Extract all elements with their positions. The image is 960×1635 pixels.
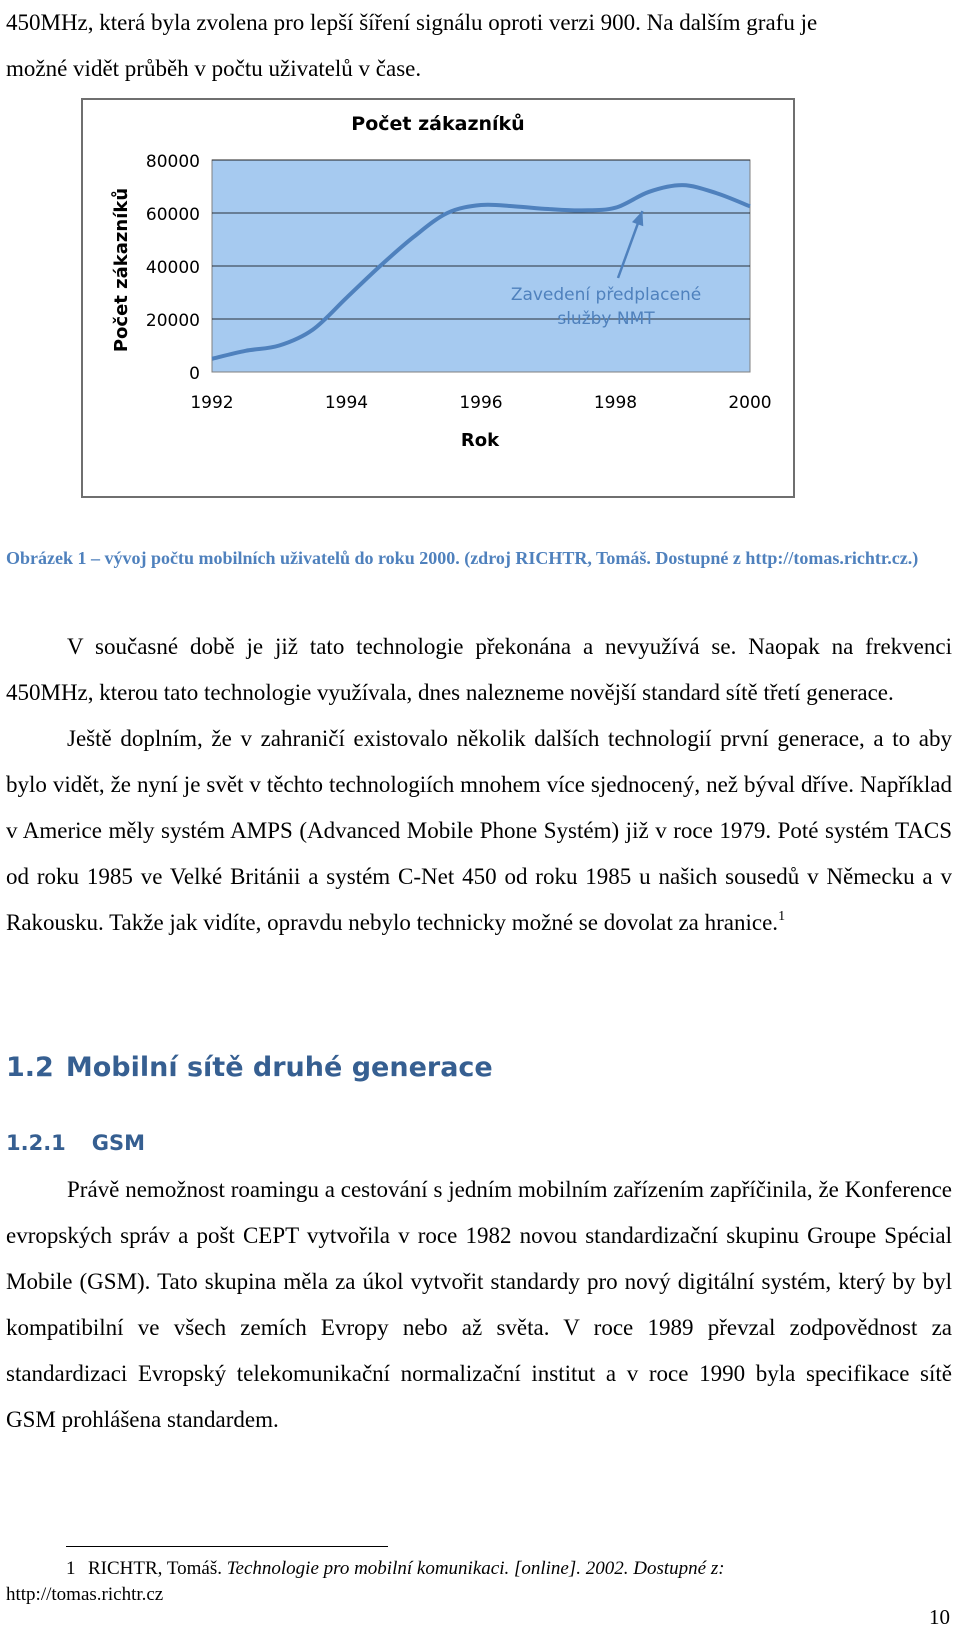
subsection-heading-gsm [6, 1131, 145, 1155]
chart-title: Počet zákazníků [351, 113, 525, 135]
x-tick-label: 1998 [593, 393, 638, 413]
footnote-separator [66, 1546, 388, 1547]
intro-line-1: 450MHz, která byla zvolena pro lepší šíření signálu oproti verzi 900. Na dalším grafu je [6, 10, 818, 35]
x-tick-label: 2000 [728, 393, 772, 413]
footnote-reference[interactable]: 1 [778, 909, 786, 924]
x-tick-label: 1994 [324, 393, 369, 413]
x-tick-label: 1992 [190, 393, 234, 413]
figure-chart [81, 98, 795, 498]
y-tick-label: 40000 [145, 258, 200, 278]
x-tick-label: 1996 [459, 393, 503, 413]
annotation-line-2: služby NMT [557, 309, 655, 329]
paragraph-foreign-systems-text: Ještě doplním, že v zahraničí existovalo několik dalších technologií první generace, a to aby bylo vidět, že nyní je svět v těchto technologiích mnohem více sjednocený, než býval dříve. Například v Americe měly systém AMPS (Advanced Mobile Phone Systém) již v roce 1979. Poté systém TACS od roku 1985 ve Velké Británii a systém C-Net 450 od roku 1985 u našich sousedů v Německu a v Rakousku. Takže jak vidíte, opravdu nebylo technicky možné se dovolat za hranice. [6, 726, 952, 935]
section-title: Mobilní sítě druhé generace [65, 1052, 493, 1083]
paragraph-current-state: V současné době je již tato technologie překonána a nevyužívá se. Naopak na frekvenci 450MHz, kterou tato technologie využívala, dnes nalezneme novější standard sítě třetí generace. [6, 634, 952, 705]
x-axis-label: Rok [460, 430, 500, 451]
paragraph-gsm-history: Právě nemožnost roamingu a cestování s jedním mobilním zařízením zapříčinila, že Konference evropských správ a pošt CEPT vytvořila v roce 1982 novou standardizační skupinu Groupe Spécial Mobile (GSM). Tato skupina měla za úkol vytvořit standardy pro nový digitální systém, který by byl kompatibilní ve všech zemích Evropy nebo až světa. V roce 1989 převzal zodpovědnost za standardizaci Evropský telekomunikační normalizační institut a v roce 1990 byla specifikace sítě GSM prohlášena standardem. [6, 1177, 952, 1432]
footnote [6, 1556, 952, 1608]
page-number: 10 [929, 1605, 950, 1629]
y-tick-label: 80000 [145, 152, 200, 172]
intro-paragraph [6, 0, 952, 92]
y-tick-label: 60000 [145, 205, 200, 225]
footnote-url[interactable]: http://tomas.richtr.cz [6, 1584, 164, 1605]
footnote-number: 1 [66, 1558, 76, 1579]
subsection-title: GSM [91, 1131, 146, 1155]
footnote-title: Technologie pro mobilní komunikaci. [online]. 2002. Dostupné z: [226, 1558, 725, 1579]
footnote-author: RICHTR, Tomáš. [88, 1558, 222, 1579]
subsection-number: 1.2.1 [6, 1131, 66, 1155]
section-heading-2g [6, 1052, 493, 1083]
y-tick-label: 20000 [145, 311, 200, 331]
section-number: 1.2 [6, 1052, 54, 1083]
y-tick-label: 0 [189, 364, 200, 384]
annotation-line-1: Zavedení předplacené [510, 285, 702, 305]
intro-line-2: možné vidět průběh v počtu uživatelů v čase. [6, 56, 422, 81]
figure-caption: Obrázek 1 – vývoj počtu mobilních uživatelů do roku 2000. (zdroj RICHTR, Tomáš. Dostupné z http://tomas.richtr.cz.) [6, 548, 919, 568]
y-axis-label: Počet zákazníků [111, 187, 132, 353]
customer-count-chart [83, 100, 793, 496]
paragraph-foreign-systems [6, 716, 952, 946]
